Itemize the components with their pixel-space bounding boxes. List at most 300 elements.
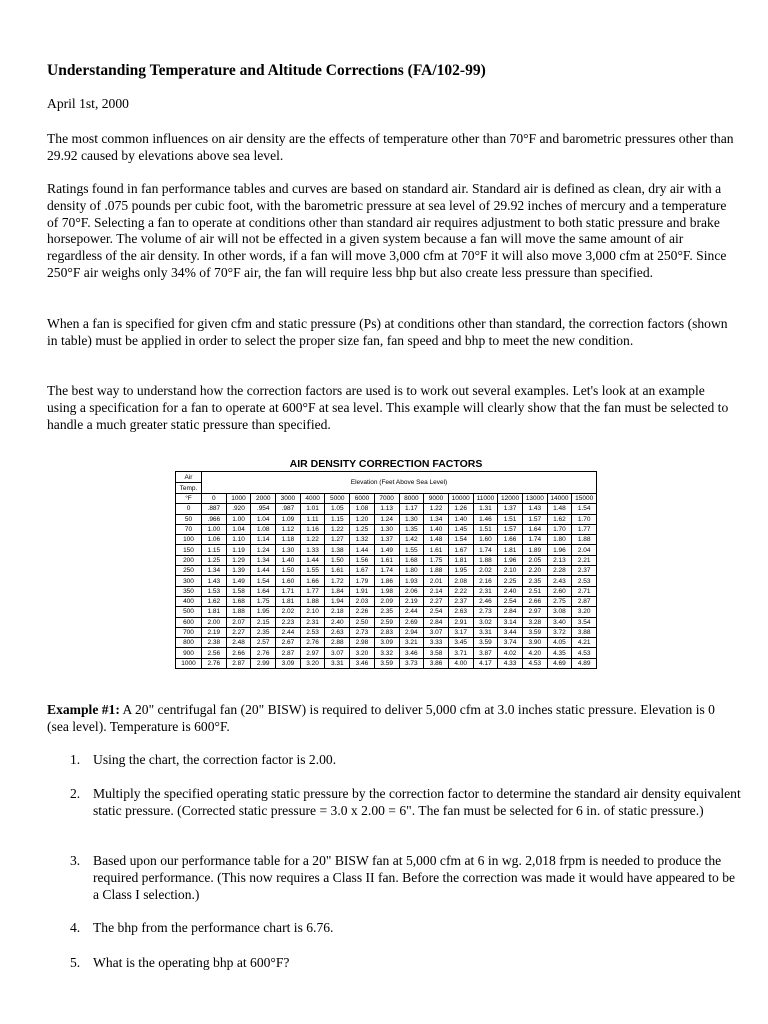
factor-cell: 2.37: [448, 596, 473, 606]
factor-cell: 1.17: [399, 504, 424, 514]
table-row: [176, 545, 597, 555]
factor-cell: 2.87: [572, 596, 597, 606]
factor-cell: 1.22: [300, 535, 325, 545]
factor-cell: 1.89: [522, 545, 547, 555]
factor-cell: 3.88: [572, 627, 597, 637]
factor-cell: 1.74: [522, 535, 547, 545]
factor-cell: 2.56: [202, 648, 227, 658]
factor-cell: 2.07: [226, 617, 251, 627]
factor-cell: 1.81: [202, 607, 227, 617]
factor-cell: 1.81: [448, 555, 473, 565]
factor-cell: 1.55: [300, 566, 325, 576]
factor-cell: 3.28: [522, 617, 547, 627]
factor-cell: 3.90: [522, 638, 547, 648]
factor-cell: 1.91: [350, 586, 375, 596]
factor-cell: 2.97: [522, 607, 547, 617]
factor-cell: 1.53: [202, 586, 227, 596]
factor-cell: 1.57: [498, 524, 523, 534]
factor-cell: 1.18: [276, 535, 301, 545]
factor-cell: 2.31: [300, 617, 325, 627]
factor-cell: 1.55: [399, 545, 424, 555]
factor-cell: 1.34: [251, 555, 276, 565]
factor-cell: 1.84: [325, 586, 350, 596]
table-row: [176, 576, 597, 586]
temp-cell: 250: [176, 566, 202, 576]
factor-cell: .887: [202, 504, 227, 514]
factor-cell: 2.66: [522, 596, 547, 606]
factor-cell: 2.76: [202, 658, 227, 668]
factor-cell: 2.63: [325, 627, 350, 637]
factor-cell: 1.22: [424, 504, 449, 514]
factor-cell: 2.98: [350, 638, 375, 648]
factor-cell: 2.25: [498, 576, 523, 586]
air-density-table-figure: [175, 458, 597, 669]
factor-cell: 1.30: [374, 524, 399, 534]
factor-cell: 1.66: [498, 535, 523, 545]
factor-cell: 1.81: [276, 596, 301, 606]
factor-cell: 1.40: [424, 524, 449, 534]
factor-cell: 3.09: [374, 638, 399, 648]
factor-cell: 2.84: [424, 617, 449, 627]
factor-cell: 3.08: [547, 607, 572, 617]
factor-cell: 2.04: [572, 545, 597, 555]
factor-cell: 1.77: [572, 524, 597, 534]
factor-cell: 2.51: [522, 586, 547, 596]
factor-cell: 1.96: [547, 545, 572, 555]
table-row: [176, 586, 597, 596]
temp-cell: 50: [176, 514, 202, 524]
factor-cell: 3.87: [473, 648, 498, 658]
factor-cell: .954: [251, 504, 276, 514]
factor-cell: 2.27: [226, 627, 251, 637]
factor-cell: 1.34: [202, 566, 227, 576]
factor-cell: 3.33: [424, 638, 449, 648]
factor-cell: 1.74: [473, 545, 498, 555]
factor-cell: 1.54: [251, 576, 276, 586]
factor-cell: 2.57: [251, 638, 276, 648]
factor-cell: 3.58: [424, 648, 449, 658]
factor-cell: 2.02: [276, 607, 301, 617]
factor-cell: 2.71: [572, 586, 597, 596]
temp-cell: 0: [176, 504, 202, 514]
factor-cell: 2.13: [547, 555, 572, 565]
factor-cell: 3.74: [498, 638, 523, 648]
factor-cell: 2.14: [424, 586, 449, 596]
factor-cell: 3.59: [374, 658, 399, 668]
factor-cell: 1.25: [350, 524, 375, 534]
factor-cell: 2.63: [448, 607, 473, 617]
elevation-cell: 8000: [399, 494, 424, 504]
factor-cell: .966: [202, 514, 227, 524]
factor-cell: 2.99: [251, 658, 276, 668]
factor-cell: 1.38: [325, 545, 350, 555]
factor-cell: 2.26: [350, 607, 375, 617]
factor-cell: 1.06: [202, 535, 227, 545]
temp-cell: 400: [176, 596, 202, 606]
factor-cell: 4.17: [473, 658, 498, 668]
factor-cell: .920: [226, 504, 251, 514]
elevation-cell: 14000: [547, 494, 572, 504]
factor-cell: 1.09: [276, 514, 301, 524]
factor-cell: 1.37: [498, 504, 523, 514]
factor-cell: 4.00: [448, 658, 473, 668]
factor-cell: 1.31: [473, 504, 498, 514]
factor-cell: 4.89: [572, 658, 597, 668]
factor-cell: 1.08: [350, 504, 375, 514]
factor-cell: 1.88: [473, 555, 498, 565]
example-1-label: Example #1:: [47, 702, 120, 717]
factor-cell: 1.67: [448, 545, 473, 555]
factor-cell: 1.49: [226, 576, 251, 586]
factor-cell: 1.35: [399, 524, 424, 534]
factor-cell: 2.76: [251, 648, 276, 658]
factor-cell: 3.14: [498, 617, 523, 627]
elevation-cell: 11000: [473, 494, 498, 504]
step-text: Based upon our performance table for a 20" BISW fan at 5,000 cfm at 6 in wg. 2,018 frpm is needed to produce the required performance. (This now requires a Class II fan. Before the correction was made it would have appeared to be a Class I selection.): [93, 853, 736, 902]
factor-cell: 3.02: [473, 617, 498, 627]
factor-cell: 3.72: [547, 627, 572, 637]
factor-cell: 2.27: [424, 596, 449, 606]
factor-cell: 2.54: [424, 607, 449, 617]
factor-cell: 1.96: [498, 555, 523, 565]
paragraph-correction-factors: When a fan is specified for given cfm and static pressure (Ps) at conditions other than standard, the correction factors (shown in table) must be applied in order to select the proper size fan, fan speed and bhp to meet the new condition.: [47, 316, 728, 348]
factor-cell: 2.35: [251, 627, 276, 637]
factor-cell: 1.10: [226, 535, 251, 545]
factor-cell: 1.15: [325, 514, 350, 524]
factor-cell: 2.40: [325, 617, 350, 627]
factor-cell: 4.20: [522, 648, 547, 658]
factor-cell: 3.07: [424, 627, 449, 637]
factor-cell: 3.46: [350, 658, 375, 668]
factor-cell: 1.88: [572, 535, 597, 545]
factor-cell: 2.09: [374, 596, 399, 606]
temp-header-air: Air: [176, 472, 202, 483]
factor-cell: 1.88: [226, 607, 251, 617]
temp-header-temp: Temp.: [176, 483, 202, 494]
factor-cell: 2.18: [325, 607, 350, 617]
elevation-cell: 7000: [374, 494, 399, 504]
factor-cell: 1.58: [226, 586, 251, 596]
factor-cell: 2.75: [547, 596, 572, 606]
factor-cell: 2.15: [251, 617, 276, 627]
factor-cell: 1.44: [251, 566, 276, 576]
factor-cell: 1.60: [276, 576, 301, 586]
step-text: The bhp from the performance chart is 6.76.: [93, 920, 334, 935]
elevation-cell: 5000: [325, 494, 350, 504]
factor-cell: 1.86: [374, 576, 399, 586]
factor-cell: 1.68: [399, 555, 424, 565]
factor-cell: 1.70: [547, 524, 572, 534]
factor-cell: 1.54: [448, 535, 473, 545]
factor-cell: 2.43: [547, 576, 572, 586]
factor-cell: 1.62: [202, 596, 227, 606]
elevation-cell: 6000: [350, 494, 375, 504]
factor-cell: 1.77: [300, 586, 325, 596]
factor-cell: 2.53: [572, 576, 597, 586]
factor-cell: 2.48: [226, 638, 251, 648]
factor-cell: 2.06: [399, 586, 424, 596]
temp-cell: 300: [176, 576, 202, 586]
table-row: [176, 648, 597, 658]
table-row: [176, 504, 597, 514]
factor-cell: 2.91: [448, 617, 473, 627]
factor-cell: 2.20: [522, 566, 547, 576]
factor-cell: 2.08: [448, 576, 473, 586]
table-row: [176, 535, 597, 545]
factor-cell: 2.73: [350, 627, 375, 637]
factor-cell: 2.23: [276, 617, 301, 627]
factor-cell: 2.59: [374, 617, 399, 627]
factor-cell: 1.80: [547, 535, 572, 545]
factor-cell: .987: [276, 504, 301, 514]
factor-cell: 1.95: [251, 607, 276, 617]
factor-cell: 1.51: [498, 514, 523, 524]
elevation-cell: 15000: [572, 494, 597, 504]
factor-cell: 1.67: [350, 566, 375, 576]
factor-cell: 3.59: [522, 627, 547, 637]
temp-cell: 1000: [176, 658, 202, 668]
step-text: Multiply the specified operating static pressure by the correction factor to determine the standard air density equivalent static pressure. (Corrected static pressure = 3.0 x 2.00 = 6". The fan must be selected for 6 in. of static pressure.): [93, 786, 741, 818]
factor-cell: 1.08: [251, 524, 276, 534]
factor-cell: 1.50: [325, 555, 350, 565]
factor-cell: 1.40: [448, 514, 473, 524]
factor-cell: 2.10: [498, 566, 523, 576]
factor-cell: 1.60: [473, 535, 498, 545]
factor-cell: 1.24: [251, 545, 276, 555]
factor-cell: 1.50: [276, 566, 301, 576]
factor-cell: 2.97: [300, 648, 325, 658]
temp-cell: 500: [176, 607, 202, 617]
factor-cell: 1.05: [325, 504, 350, 514]
factor-cell: 1.40: [276, 555, 301, 565]
paragraph-intro: The most common influences on air density are the effects of temperature other than 70°F and barometric pressures other than 29.92 caused by elevations above sea level.: [47, 131, 734, 163]
factor-cell: 3.32: [374, 648, 399, 658]
factor-cell: 2.53: [300, 627, 325, 637]
factor-cell: 2.37: [572, 566, 597, 576]
factor-cell: 4.35: [547, 648, 572, 658]
factor-cell: 1.16: [300, 524, 325, 534]
factor-cell: 2.35: [522, 576, 547, 586]
elevation-cell: 9000: [424, 494, 449, 504]
factor-cell: 3.31: [473, 627, 498, 637]
factor-cell: 1.57: [522, 514, 547, 524]
factor-cell: 1.22: [325, 524, 350, 534]
table-row: [176, 638, 597, 648]
factor-cell: 4.02: [498, 648, 523, 658]
factor-cell: 1.46: [473, 514, 498, 524]
factor-cell: 1.44: [350, 545, 375, 555]
factor-cell: 3.44: [498, 627, 523, 637]
temp-cell: 100: [176, 535, 202, 545]
factor-cell: 3.46: [399, 648, 424, 658]
factor-cell: 1.12: [276, 524, 301, 534]
factor-cell: 2.03: [350, 596, 375, 606]
factor-cell: 1.01: [300, 504, 325, 514]
factor-cell: 2.44: [399, 607, 424, 617]
factor-cell: 3.73: [399, 658, 424, 668]
factor-cell: 1.79: [350, 576, 375, 586]
paragraph-examples-intro: The best way to understand how the correction factors are used is to work out several examples. Let's look at an example using a specification for a fan to operate at 600°F at sea level. This example will clearly show that the fan must be selected to handle a much greater static pressure than specified.: [47, 383, 729, 432]
factor-cell: 2.35: [374, 607, 399, 617]
factor-cell: 3.40: [547, 617, 572, 627]
elevation-cell: 10000: [448, 494, 473, 504]
factor-cell: 3.86: [424, 658, 449, 668]
factor-cell: 3.31: [325, 658, 350, 668]
factor-cell: 4.53: [572, 648, 597, 658]
temp-cell: 70: [176, 524, 202, 534]
factor-cell: 1.72: [325, 576, 350, 586]
factor-cell: 3.71: [448, 648, 473, 658]
factor-cell: 1.64: [522, 524, 547, 534]
factor-cell: 1.43: [522, 504, 547, 514]
elevation-cell: 3000: [276, 494, 301, 504]
factor-cell: 2.67: [276, 638, 301, 648]
elevation-cell: 1000: [226, 494, 251, 504]
factor-cell: 1.81: [498, 545, 523, 555]
factor-cell: 2.44: [276, 627, 301, 637]
document-title: Understanding Temperature and Altitude Corrections (FA/102-99): [47, 62, 486, 79]
factor-cell: 4.69: [547, 658, 572, 668]
factor-cell: 1.04: [251, 514, 276, 524]
factor-cell: 4.33: [498, 658, 523, 668]
temp-cell: 800: [176, 638, 202, 648]
temp-header-unit: °F: [176, 494, 202, 504]
step-number: 5.: [70, 955, 81, 970]
factor-cell: 1.94: [325, 596, 350, 606]
factor-cell: 3.59: [473, 638, 498, 648]
table-row: [176, 566, 597, 576]
table-row: [176, 627, 597, 637]
factor-cell: 2.05: [522, 555, 547, 565]
factor-cell: 1.64: [251, 586, 276, 596]
factor-cell: 2.21: [572, 555, 597, 565]
elevation-cell: 13000: [522, 494, 547, 504]
step-text: Using the chart, the correction factor is 2.00.: [93, 752, 337, 767]
factor-cell: 2.94: [399, 627, 424, 637]
table-row: [176, 555, 597, 565]
factor-cell: 1.26: [448, 504, 473, 514]
factor-cell: 1.00: [202, 524, 227, 534]
table-row: [176, 524, 597, 534]
step-number: 4.: [70, 920, 81, 935]
elevation-cell: 4000: [300, 494, 325, 504]
factor-cell: 1.56: [350, 555, 375, 565]
paragraph-standard-air: Ratings found in fan performance tables and curves are based on standard air. Standard air is defined as clean, dry air with a density of .075 pounds per cubic foot, with the barometric pressure at sea level of 29.92 inches of mercury and a temperature of 70°F. Selecting a fan to operate at conditions other than standard air requires adjustment to both static pressure and brake horsepower. The volume of air will not be effected in a given system because a fan will move the same amount of air regardless of the air density. In other words, if a fan will move 3,000 cfm at 70°F it will also move 3,000 cfm at 250°F. Since 250°F air weighs only 34% of 70°F air, the fan will require less bhp but also create less pressure than specified.: [47, 181, 727, 280]
factor-cell: 4.05: [547, 638, 572, 648]
factor-cell: 1.45: [448, 524, 473, 534]
factor-cell: 1.30: [399, 514, 424, 524]
air-density-correction-table: [175, 471, 597, 669]
factor-cell: 3.20: [572, 607, 597, 617]
table-elevation-row: [176, 494, 597, 504]
factor-cell: 2.69: [399, 617, 424, 627]
factor-cell: 1.70: [572, 514, 597, 524]
factor-cell: 2.16: [473, 576, 498, 586]
elevation-cell: 12000: [498, 494, 523, 504]
step-number: 3.: [70, 853, 81, 868]
document-date: April 1st, 2000: [47, 96, 129, 111]
temp-cell: 350: [176, 586, 202, 596]
factor-cell: 1.49: [374, 545, 399, 555]
factor-cell: 3.07: [325, 648, 350, 658]
factor-cell: 1.11: [300, 514, 325, 524]
factor-cell: 2.46: [473, 596, 498, 606]
factor-cell: 2.19: [399, 596, 424, 606]
temp-cell: 900: [176, 648, 202, 658]
example-1-statement: [47, 702, 737, 736]
factor-cell: 1.68: [226, 596, 251, 606]
factor-cell: 1.42: [399, 535, 424, 545]
factor-cell: 3.21: [399, 638, 424, 648]
factor-cell: 1.27: [325, 535, 350, 545]
factor-cell: 3.17: [448, 627, 473, 637]
factor-cell: 2.73: [473, 607, 498, 617]
factor-cell: 1.39: [226, 566, 251, 576]
elevation-cell: 0: [202, 494, 227, 504]
table-row: [176, 658, 597, 668]
factor-cell: 1.66: [300, 576, 325, 586]
factor-cell: 2.10: [300, 607, 325, 617]
factor-cell: 1.61: [424, 545, 449, 555]
factor-cell: 2.60: [547, 586, 572, 596]
factor-cell: 3.09: [276, 658, 301, 668]
factor-cell: 2.38: [202, 638, 227, 648]
factor-cell: 2.76: [300, 638, 325, 648]
factor-cell: 4.53: [522, 658, 547, 668]
temp-cell: 200: [176, 555, 202, 565]
factor-cell: 1.62: [547, 514, 572, 524]
factor-cell: 1.37: [374, 535, 399, 545]
factor-cell: 3.20: [350, 648, 375, 658]
factor-cell: 1.30: [276, 545, 301, 555]
factor-cell: 2.83: [374, 627, 399, 637]
factor-cell: 1.88: [300, 596, 325, 606]
table-header-row: [176, 472, 597, 483]
factor-cell: 1.20: [350, 514, 375, 524]
factor-cell: 1.54: [572, 504, 597, 514]
factor-cell: 2.88: [325, 638, 350, 648]
factor-cell: 1.13: [374, 504, 399, 514]
factor-cell: 2.02: [473, 566, 498, 576]
elevation-cell: 2000: [251, 494, 276, 504]
factor-cell: 1.61: [374, 555, 399, 565]
temp-cell: 600: [176, 617, 202, 627]
factor-cell: 2.40: [498, 586, 523, 596]
example-1-text: A 20" centrifugal fan (20" BISW) is required to deliver 5,000 cfm at 3.0 inches static pressure. Elevation is 0 (sea level). Temperature is 600°F.: [47, 702, 715, 734]
factor-cell: 1.93: [399, 576, 424, 586]
factor-cell: 1.34: [424, 514, 449, 524]
factor-cell: 4.21: [572, 638, 597, 648]
factor-cell: 1.95: [448, 566, 473, 576]
factor-cell: 1.25: [202, 555, 227, 565]
factor-cell: 3.54: [572, 617, 597, 627]
elevation-header: Elevation (Feet Above Sea Level): [202, 472, 597, 494]
table-row: [176, 596, 597, 606]
table-row: [176, 514, 597, 524]
step-number: 1.: [70, 752, 81, 767]
factor-cell: 1.51: [473, 524, 498, 534]
factor-cell: 2.22: [448, 586, 473, 596]
factor-cell: 2.01: [424, 576, 449, 586]
factor-cell: 1.15: [202, 545, 227, 555]
factor-cell: 1.61: [325, 566, 350, 576]
table-row: [176, 617, 597, 627]
factor-cell: 3.20: [300, 658, 325, 668]
factor-cell: 1.48: [547, 504, 572, 514]
factor-cell: 1.19: [226, 545, 251, 555]
factor-cell: 1.80: [399, 566, 424, 576]
factor-cell: 2.19: [202, 627, 227, 637]
